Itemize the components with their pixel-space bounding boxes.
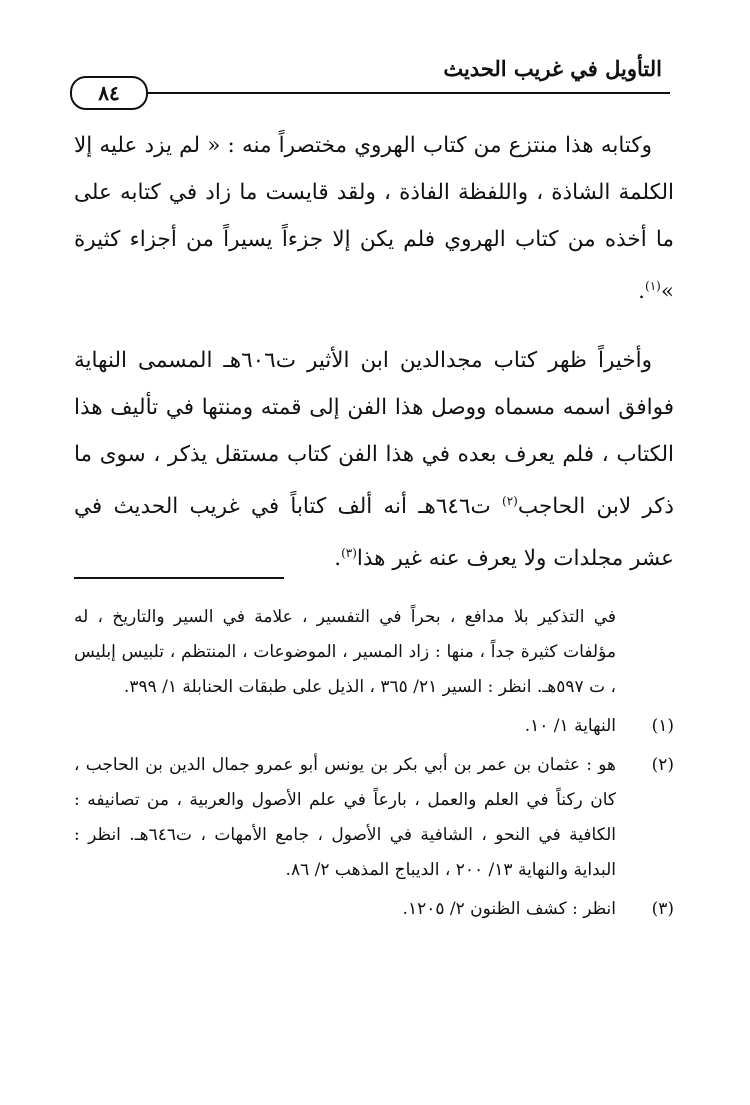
paragraph-text: . xyxy=(334,546,342,572)
paragraph-text: وكتابه هذا منتزع من كتاب الهروي مختصراً منه : « لم يزد عليه إلا الكلمة الشاذة ، واللفظة الفاذة ، ولقد قايست ما زاد في كتابه على ما أخذه من كتاب الهروي فلم يكن إلا جزءاً يسيراً من أجزاء كثيرة » xyxy=(74,133,674,305)
footnote-text: النهاية ١/ ١٠. xyxy=(524,716,616,736)
footnote-ref-2: (٢) xyxy=(502,494,518,509)
footnote-ref-1: (١) xyxy=(645,279,661,293)
page-number: ٨٤ xyxy=(70,76,148,110)
footnote xyxy=(74,709,674,744)
paragraph xyxy=(74,337,674,582)
footnote-text: هو : عثمان بن عمر بن أبي بكر بن يونس أبو عمرو جمال الدين بن الحاجب ، كان ركناً في العلم والعمل ، بارعاً في علم الأصول والعربية ، من تصانيفه : الكافية في النحو ، الشافية في الأصول ، جامع الأمهات ، ت٦٤٦هـ. انظر : البداية والنهاية ١٣/ ٢٠٠ ، الديباج المذهب ٢/ ٨٦. xyxy=(74,755,616,880)
footnote-number: (٢) xyxy=(651,755,674,775)
running-title: التأويل في غريب الحديث xyxy=(443,56,662,81)
footnote xyxy=(74,892,674,927)
paragraph-text: وأخيراً ظهر كتاب مجدالدين ابن الأثير ت٦٠٦هـ المسمى النهاية فوافق اسمه مسماه ووصل هذا الفن إلى قمته ومنتها في تأليف هذا الكتاب ، فلم يعرف بعده في هذا الفن كتاب مستقل يذكر ، سوى ما ذكر لابن الحاجب xyxy=(74,348,675,520)
footnote-text: انظر : كشف الظنون ٢/ ١٢٠٥. xyxy=(402,899,616,919)
header-rule xyxy=(70,92,670,94)
footnote-number: (١) xyxy=(651,716,674,736)
footnote-separator xyxy=(74,577,284,579)
paragraph-text: ت٦٤٦هـ أنه ألف كتاباً في غريب الحديث في عشر مجلدات ولا يعرف عنه غير هذا xyxy=(74,494,674,572)
footnote-continuation: في التذكير بلا مدافع ، بحراً في التفسير ، علامة في السير والتاريخ ، له مؤلفات كثيرة جداً ، منها : زاد المسير ، الموضوعات ، المنتظم ، تلبيس إبليس ، ت ٥٩٧هـ. انظر : السير ٢١/ ٣٦٥ ، الذيل على طبقات الحنابلة ١/ ٣٩٩. xyxy=(74,607,616,697)
footnote-number: (٣) xyxy=(651,899,674,919)
main-text xyxy=(74,122,674,604)
footnote xyxy=(74,748,674,888)
paragraph-text: . xyxy=(638,279,646,305)
paragraph xyxy=(74,122,674,315)
page-header xyxy=(70,52,670,105)
footnote-ref-3: (٣) xyxy=(341,546,357,561)
footnotes xyxy=(74,600,674,931)
